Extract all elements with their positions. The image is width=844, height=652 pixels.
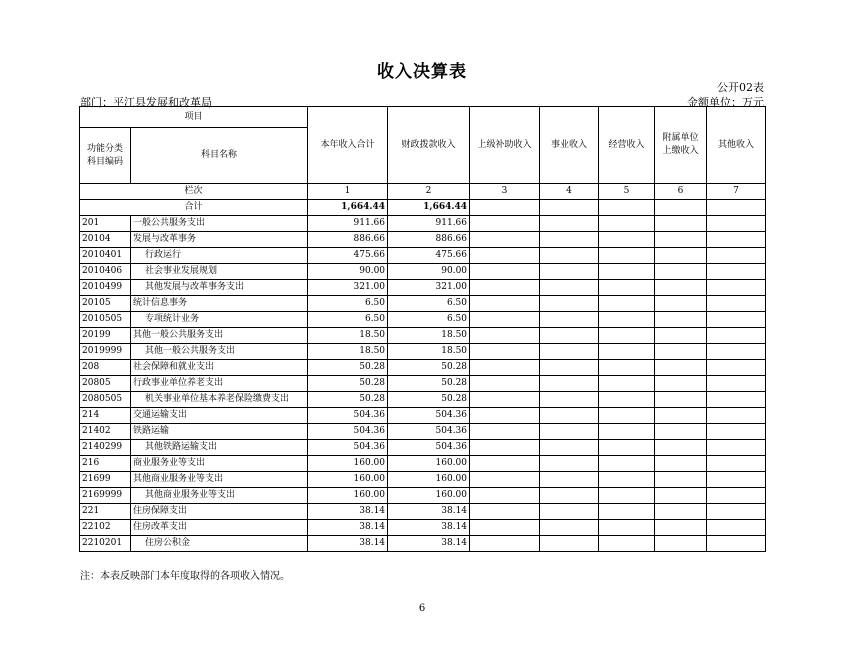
row-value: 50.28 — [388, 376, 470, 392]
row-value — [470, 248, 540, 264]
table-row — [80, 440, 766, 456]
row-value — [655, 280, 707, 296]
row-value — [470, 312, 540, 328]
table-row — [80, 216, 766, 232]
row-subject-name: 其他一般公共服务支出 — [131, 328, 308, 344]
row-value — [655, 296, 707, 312]
total-value — [655, 200, 707, 216]
row-value — [599, 360, 655, 376]
index-label: 栏次 — [80, 184, 308, 200]
row-value — [540, 488, 599, 504]
row-subject-name: 社会保障和就业支出 — [131, 360, 308, 376]
row-value: 160.00 — [308, 488, 388, 504]
row-value — [540, 296, 599, 312]
row-code: 20199 — [80, 328, 131, 344]
header-func-code: 功能分类 科目编码 — [80, 128, 131, 184]
table-row — [80, 312, 766, 328]
row-value: 321.00 — [388, 280, 470, 296]
index-num: 6 — [655, 184, 707, 200]
row-value — [599, 376, 655, 392]
row-subject-name: 其他发展与改革事务支出 — [131, 280, 308, 296]
header-subject-name: 科目名称 — [131, 128, 308, 184]
row-value: 160.00 — [388, 488, 470, 504]
row-value: 38.14 — [388, 520, 470, 536]
row-value — [655, 248, 707, 264]
row-value — [599, 408, 655, 424]
row-code: 2080505 — [80, 392, 131, 408]
row-value — [540, 280, 599, 296]
income-table — [79, 106, 766, 552]
row-value — [540, 376, 599, 392]
row-value — [599, 520, 655, 536]
row-subject-name: 商业服务业等支出 — [131, 456, 308, 472]
total-value — [707, 200, 766, 216]
row-value — [599, 440, 655, 456]
table-row — [80, 504, 766, 520]
row-value — [599, 280, 655, 296]
row-value: 886.66 — [388, 232, 470, 248]
row-value — [470, 232, 540, 248]
row-subject-name: 住房保障支出 — [131, 504, 308, 520]
row-value: 504.36 — [388, 424, 470, 440]
row-value: 160.00 — [388, 456, 470, 472]
header-col-other: 其他收入 — [707, 107, 766, 184]
row-subject-name: 社会事业发展规划 — [131, 264, 308, 280]
row-value — [540, 216, 599, 232]
row-value — [470, 264, 540, 280]
row-code: 2010406 — [80, 264, 131, 280]
row-subject-name: 发展与改革事务 — [131, 232, 308, 248]
row-value: 6.50 — [308, 312, 388, 328]
row-value — [599, 344, 655, 360]
row-code: 20105 — [80, 296, 131, 312]
row-code: 2010401 — [80, 248, 131, 264]
row-value — [470, 280, 540, 296]
row-value: 6.50 — [388, 296, 470, 312]
table-row — [80, 424, 766, 440]
row-value — [707, 488, 766, 504]
row-value — [707, 360, 766, 376]
row-value — [707, 440, 766, 456]
row-code: 201 — [80, 216, 131, 232]
row-value — [655, 536, 707, 552]
row-value — [707, 472, 766, 488]
row-value — [599, 424, 655, 440]
index-num: 7 — [707, 184, 766, 200]
row-value — [470, 456, 540, 472]
table-row — [80, 520, 766, 536]
row-value — [707, 392, 766, 408]
row-value — [707, 520, 766, 536]
row-code: 2019999 — [80, 344, 131, 360]
row-value — [470, 328, 540, 344]
row-value — [540, 344, 599, 360]
index-row — [80, 184, 766, 200]
row-value — [655, 456, 707, 472]
row-value: 6.50 — [388, 312, 470, 328]
row-code: 22102 — [80, 520, 131, 536]
row-subject-name: 其他商业服务业等支出 — [131, 472, 308, 488]
row-value — [540, 232, 599, 248]
row-value: 911.66 — [308, 216, 388, 232]
row-subject-name: 其他一般公共服务支出 — [131, 344, 308, 360]
form-code: 公开02表 — [717, 81, 764, 94]
row-value — [470, 344, 540, 360]
row-value — [540, 408, 599, 424]
index-num: 4 — [540, 184, 599, 200]
row-value — [540, 504, 599, 520]
table-row — [80, 264, 766, 280]
row-value — [540, 520, 599, 536]
row-value — [707, 248, 766, 264]
row-value: 160.00 — [308, 456, 388, 472]
row-value: 911.66 — [388, 216, 470, 232]
row-subject-name: 专项统计业务 — [131, 312, 308, 328]
row-value — [540, 424, 599, 440]
table-row — [80, 392, 766, 408]
row-value — [707, 312, 766, 328]
row-value — [655, 392, 707, 408]
row-value — [470, 488, 540, 504]
row-value — [599, 392, 655, 408]
row-value — [655, 376, 707, 392]
row-subject-name: 住房改革支出 — [131, 520, 308, 536]
row-code: 208 — [80, 360, 131, 376]
row-value — [707, 328, 766, 344]
row-value — [470, 296, 540, 312]
row-value — [707, 232, 766, 248]
row-value — [470, 504, 540, 520]
table-row — [80, 456, 766, 472]
row-value: 38.14 — [308, 536, 388, 552]
row-value — [655, 264, 707, 280]
index-num: 2 — [388, 184, 470, 200]
row-subject-name: 交通运输支出 — [131, 408, 308, 424]
row-value — [655, 408, 707, 424]
row-value — [707, 280, 766, 296]
row-value — [540, 472, 599, 488]
total-row — [80, 200, 766, 216]
row-value: 504.36 — [308, 408, 388, 424]
row-code: 2210201 — [80, 536, 131, 552]
row-value — [655, 440, 707, 456]
table-row — [80, 488, 766, 504]
row-code: 2010505 — [80, 312, 131, 328]
table-row — [80, 232, 766, 248]
row-value — [599, 456, 655, 472]
row-value — [599, 312, 655, 328]
row-value: 18.50 — [388, 344, 470, 360]
row-value: 38.14 — [308, 520, 388, 536]
department-label: 部门：平江县发展和改革局 — [80, 96, 212, 109]
row-value — [540, 264, 599, 280]
row-value — [599, 264, 655, 280]
row-value: 50.28 — [388, 360, 470, 376]
row-value — [599, 232, 655, 248]
row-value: 50.28 — [388, 392, 470, 408]
row-code: 2010499 — [80, 280, 131, 296]
row-value — [655, 216, 707, 232]
row-value — [655, 232, 707, 248]
index-num: 3 — [470, 184, 540, 200]
row-value — [599, 488, 655, 504]
header-col-business: 事业收入 — [540, 107, 599, 184]
row-subject-name: 住房公积金 — [131, 536, 308, 552]
row-value — [655, 504, 707, 520]
table-row — [80, 408, 766, 424]
row-value — [470, 536, 540, 552]
row-subject-name: 统计信息事务 — [131, 296, 308, 312]
row-code: 221 — [80, 504, 131, 520]
row-code: 20104 — [80, 232, 131, 248]
row-value — [707, 504, 766, 520]
row-value: 18.50 — [308, 328, 388, 344]
row-value — [470, 392, 540, 408]
row-value — [540, 360, 599, 376]
row-value — [599, 472, 655, 488]
table-row — [80, 344, 766, 360]
row-value — [540, 328, 599, 344]
row-code: 2169999 — [80, 488, 131, 504]
row-value — [599, 216, 655, 232]
row-value — [655, 328, 707, 344]
total-value — [470, 200, 540, 216]
row-code: 2140299 — [80, 440, 131, 456]
row-value — [655, 312, 707, 328]
row-subject-name: 一般公共服务支出 — [131, 216, 308, 232]
row-value: 321.00 — [308, 280, 388, 296]
row-value: 160.00 — [388, 472, 470, 488]
row-value — [707, 344, 766, 360]
table-row — [80, 248, 766, 264]
row-value: 50.28 — [308, 376, 388, 392]
row-code: 20805 — [80, 376, 131, 392]
row-code: 214 — [80, 408, 131, 424]
row-value — [655, 520, 707, 536]
row-value: 38.14 — [308, 504, 388, 520]
row-value — [599, 328, 655, 344]
header-col-affiliated: 附属单位 上缴收入 — [655, 107, 707, 184]
row-value: 6.50 — [308, 296, 388, 312]
row-subject-name: 铁路运输 — [131, 424, 308, 440]
header-row-1 — [80, 107, 766, 128]
row-value — [655, 344, 707, 360]
row-value — [540, 248, 599, 264]
footnote: 注：本表反映部门本年度取得的各项收入情况。 — [80, 571, 290, 582]
row-value: 50.28 — [308, 392, 388, 408]
row-value — [707, 424, 766, 440]
row-value — [540, 536, 599, 552]
total-label: 合计 — [80, 200, 308, 216]
amount-unit-label: 金额单位：万元 — [687, 96, 764, 109]
table-row — [80, 280, 766, 296]
header-col-fiscal: 财政拨款收入 — [388, 107, 470, 184]
row-subject-name: 机关事业单位基本养老保险缴费支出 — [131, 392, 308, 408]
header-item: 项目 — [80, 107, 308, 128]
table-row — [80, 296, 766, 312]
row-value — [470, 360, 540, 376]
row-value — [599, 296, 655, 312]
row-value — [707, 264, 766, 280]
row-value: 50.28 — [308, 360, 388, 376]
row-value — [707, 296, 766, 312]
row-value — [540, 456, 599, 472]
page-number: 6 — [418, 603, 426, 614]
table-row — [80, 536, 766, 552]
row-value: 38.14 — [388, 504, 470, 520]
row-value — [470, 472, 540, 488]
row-value — [470, 376, 540, 392]
total-value: 1,664.44 — [308, 200, 388, 216]
row-value — [707, 216, 766, 232]
row-value: 886.66 — [308, 232, 388, 248]
table-row — [80, 376, 766, 392]
row-value: 18.50 — [308, 344, 388, 360]
table-row — [80, 472, 766, 488]
row-value — [540, 440, 599, 456]
row-subject-name: 其他铁路运输支出 — [131, 440, 308, 456]
row-value — [470, 440, 540, 456]
row-value: 504.36 — [308, 424, 388, 440]
row-code: 21402 — [80, 424, 131, 440]
total-value: 1,664.44 — [388, 200, 470, 216]
row-subject-name: 行政运行 — [131, 248, 308, 264]
row-value — [707, 408, 766, 424]
row-value: 504.36 — [388, 440, 470, 456]
row-subject-name: 行政事业单位养老支出 — [131, 376, 308, 392]
row-value — [599, 536, 655, 552]
row-code: 216 — [80, 456, 131, 472]
row-value — [470, 424, 540, 440]
row-value: 18.50 — [388, 328, 470, 344]
row-value — [540, 312, 599, 328]
row-value — [655, 472, 707, 488]
row-value: 90.00 — [308, 264, 388, 280]
row-subject-name: 其他商业服务业等支出 — [131, 488, 308, 504]
row-value: 504.36 — [388, 408, 470, 424]
row-value: 475.66 — [308, 248, 388, 264]
row-value — [470, 520, 540, 536]
row-value — [599, 248, 655, 264]
row-value: 475.66 — [388, 248, 470, 264]
table-row — [80, 328, 766, 344]
row-value — [707, 456, 766, 472]
row-value: 504.36 — [308, 440, 388, 456]
row-value — [655, 424, 707, 440]
row-code: 21699 — [80, 472, 131, 488]
total-value — [540, 200, 599, 216]
total-value — [599, 200, 655, 216]
index-num: 5 — [599, 184, 655, 200]
row-value — [540, 392, 599, 408]
header-col-superior: 上级补助收入 — [470, 107, 540, 184]
row-value — [655, 360, 707, 376]
table-row — [80, 360, 766, 376]
header-col-operating: 经营收入 — [599, 107, 655, 184]
page-title: 收入决算表 — [377, 62, 467, 82]
index-num: 1 — [308, 184, 388, 200]
row-value: 38.14 — [388, 536, 470, 552]
row-value — [470, 216, 540, 232]
row-value: 90.00 — [388, 264, 470, 280]
row-value — [655, 488, 707, 504]
row-value: 160.00 — [308, 472, 388, 488]
row-value — [707, 536, 766, 552]
header-col-total: 本年收入合计 — [308, 107, 388, 184]
row-value — [599, 504, 655, 520]
row-value — [707, 376, 766, 392]
row-value — [470, 408, 540, 424]
